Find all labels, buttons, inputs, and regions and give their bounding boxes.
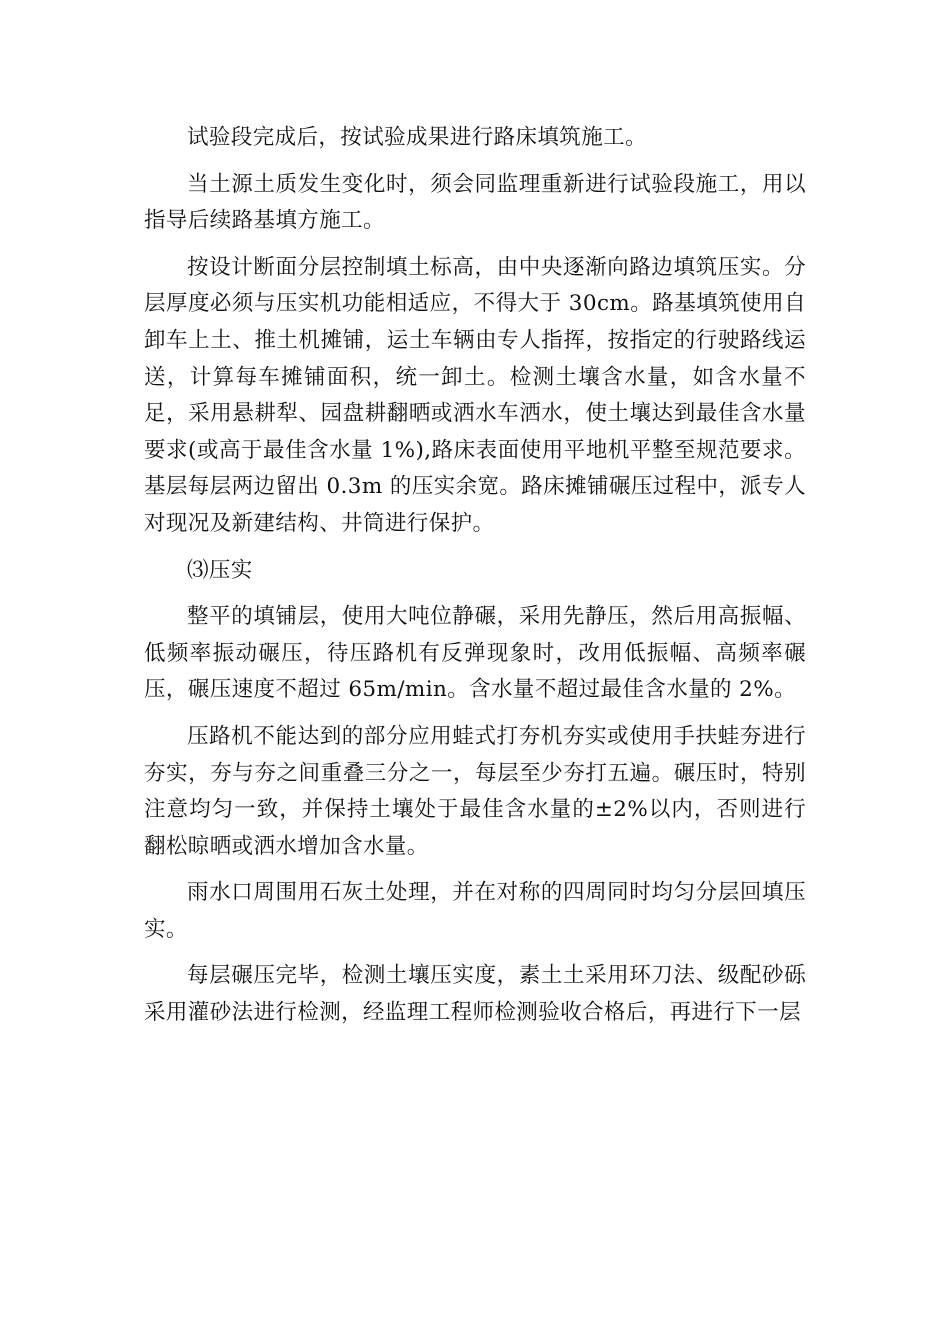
paragraph-2: 当土源土质发生变化时，须会同监理重新进行试验段施工，用以指导后续路基填方施工。: [144, 171, 806, 234]
paragraph-8: 每层碾压完毕，检测土壤压实度，素土土采用环刀法、级配砂砾采用灌砂法进行检测，经监理工程师检测验收合格后，再进行下一层: [144, 963, 806, 1026]
paragraph-7: 雨水口周围用石灰土处理，并在对称的四周同时均匀分层回填压实。: [144, 880, 806, 942]
section-heading-compaction: ⑶压实: [187, 557, 253, 583]
document-body: [144, 120, 806, 1042]
paragraph-1: 试验段完成后，按试验成果进行路床填筑施工。: [187, 125, 647, 150]
paragraph-6: 压路机不能达到的部分应用蛙式打夯机夯实或使用手扶蛙夯进行夯实，夯与夯之间重叠三分之一，每层至少夯打五遍。碾压时，特别注意均匀一致，并保持土壤处于最佳含水量的±2%以内，否则进行翻松晾晒或洒水增加含水量。: [144, 723, 806, 859]
paragraph-3: 按设计断面分层控制填土标高，由中央逐渐向路边填筑压实。分层厚度必须与压实机功能相适应，不得大于 30cm。路基填筑使用自卸车上土、推土机摊铺，运土车辆由专人指挥，按指定的行驶路线运送，计算每车摊铺面积，统一卸土。检测土壤含水量，如含水量不足，采用悬耕犁、园盘耕翻晒或洒水车洒水，使土壤达到最佳含水量要求(或高于最佳含水量 1%),路床表面使用平地机平整至规范要求。基层每层两边留出 0.3m 的压实余宽。路床摊铺碾压过程中，派专人对现况及新建结构、井筒进行保护。: [144, 254, 806, 536]
paragraph-5: 整平的填铺层，使用大吨位静碾，采用先静压，然后用高振幅、低频率振动碾压，待压路机有反弹现象时，改用低振幅、高频率碾压，碾压速度不超过 65m/min。含水量不超过最佳含水量的 2%。: [144, 604, 806, 703]
